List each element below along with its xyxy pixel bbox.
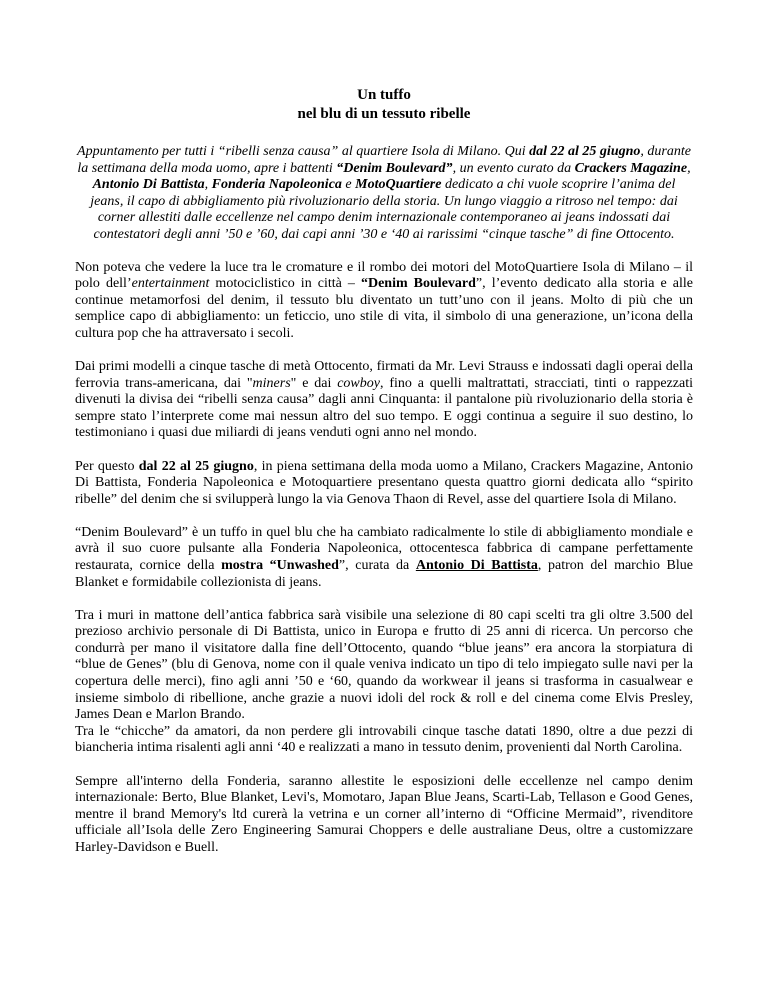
lead-text: , un evento curato da: [452, 160, 575, 176]
lead-text: dedicato a chi vuole scoprire l’anima del jeans, il capo di abbigliamento più rivoluzionario della storia. Un lungo viaggio a ritroso nel tempo: dai corner allestiti dalle eccellenze nel campo denim internazionale contemporaneo ai jeans indossati dai contestatori degli anni ’50 e ’60, dai capi anni ’30 e ‘40 ai rarissimi “cinque tasche” di fine Ottocento.: [90, 177, 678, 242]
body-text: Sempre all'interno della Fonderia, saranno allestite le esposizioni delle eccellenze nel campo denim internazionale: Berto, Blue Blanket, Levi's, Momotaro, Japan Blue Jeans, Scarti-Lab, Tellason e Good Genes, mentre il brand Memory's ltd curerà la vetrina e un corner all’interno di “Officine Mermaid”, rivenditore ufficiale all’Isola delle Zero Engineering Samurai Choppers e delle australiane Deus, oltre a customizzare Harley-Davidson e Buell.: [75, 773, 693, 855]
body-text: ”, curata da: [338, 557, 416, 573]
lead-text: Appuntamento per tutti i “ribelli senza causa” al quartiere Isola di Milano. Qui: [77, 144, 530, 159]
lead-event-name: “Denim Boulevard”: [336, 160, 453, 176]
body-text: Tra le “chicche” da amatori, da non perdere gli introvabili cinque tasche datati 1890, oltre a due pezzi di biancheria intima risalenti agli anni ‘40 e realizzati a mano in tessuto denim, provenienti dal North Carolina.: [75, 723, 693, 756]
lead-text: , durante la settimana della moda uomo, apre i battenti: [77, 144, 691, 176]
body-text: Per questo: [75, 458, 139, 474]
body-italic: miners: [252, 375, 291, 391]
body-text: , patron del marchio Blue Blanket e formidabile collezionista di jeans.: [75, 557, 693, 590]
body-paragraph-6: [75, 724, 693, 757]
lead-organizer: Crackers Magazine: [574, 160, 688, 176]
body-bold: mostra “Unwashed: [221, 557, 339, 573]
body-paragraph-7: [75, 774, 693, 857]
lead-text: ,: [204, 177, 212, 193]
lead-text: ,: [687, 160, 691, 176]
body-paragraph-3: [75, 459, 693, 509]
body-paragraph-5: [75, 608, 693, 724]
body-text: , in piena settimana della moda uomo a Milano, Crackers Magazine, Antonio Di Battista, Fonderia Napoleonica e Motoquartiere presentano questa quattro giorni dedicata allo “spirito ribelle” del denim che si svilupperà lungo la via Genova Thaon di Revel, asse del quartiere Isola di Milano.: [75, 458, 694, 507]
article-title: [75, 86, 693, 124]
curator-name: Antonio Di Battista: [415, 557, 538, 573]
body-text: Non poteva che vedere la luce tra le cromature e il rombo dei motori del MotoQuartiere Isola di Milano – il polo dell’: [75, 259, 693, 292]
body-bold: dal 22 al 25 giugno: [138, 458, 254, 474]
lead-organizer: Fonderia Napoleonica: [211, 177, 342, 193]
body-italic: cowboy: [337, 375, 380, 391]
body-paragraph-2: [75, 359, 693, 442]
body-text: " e dai: [290, 375, 338, 391]
lead-dates: dal 22 al 25 giugno: [529, 144, 641, 159]
body-text: motociclistico in città –: [209, 276, 361, 292]
body-paragraph-1: [75, 260, 693, 343]
lead-organizer: Antonio Di Battista: [92, 177, 205, 193]
body-italic: entertainment: [131, 276, 210, 292]
body-text: ”, l’evento dedicato alla storia e alle continue metamorfosi del denim, il tessuto blu diventato un tutt’uno con il jeans. Molto di più che un semplice capo di abbigliamento: un feticcio, uno stile di vita, il simbolo di una generazione, un’icona della cultura pop che ha attraversato i secoli.: [75, 276, 693, 341]
lead-organizer: MotoQuartiere: [355, 177, 442, 193]
body-paragraph-4: [75, 525, 693, 591]
body-text: , fino a quelli maltrattati, stracciati, tinti o rappezzati divenuti la divisa dei “ribelli senza causa” dagli anni Cinquanta: il pantalone più rivoluzionario della storia è sempre stato l’interprete come mai nessun altro del suo tempo. E oggi continua a seguire il suo destino, lo testimoniano i quasi due miliardi di jeans venduti ogni anno nel mondo.: [75, 375, 693, 441]
lead-text: e: [341, 177, 356, 193]
lead-paragraph: [75, 144, 693, 244]
body-text: “Denim Boulevard” è un tuffo in quel blu che ha cambiato radicalmente lo stile di abbigliamento mondiale e avrà il suo cuore pulsante alla Fonderia Napoleonica, ottocentesca fabbrica di campane perfettamente restaurata, cornice della: [75, 524, 693, 573]
body-bold: “Denim Boulevard: [360, 276, 476, 292]
body-text: Dai primi modelli a cinque tasche di metà Ottocento, firmati da Mr. Levi Strauss e indossati dagli operai della ferrovia trans-americana, dai ": [75, 359, 693, 391]
title-line-2: nel blu di un tessuto ribelle: [297, 106, 471, 122]
body-text: Tra i muri in mattone dell’antica fabbrica sarà visibile una selezione di 80 capi scelti tra gli oltre 3.500 del prezioso archivio personale di Di Battista, unico in Europa e frutto di 25 anni di ricerca. Un percorso che condurrà per mano il visitatore dalla fine dell’Ottocento, quando “blue jeans” era ancora la storpiatura di “blue de Genes” (blu di Genova, nome con il quale veniva indicato un tipo di telo impiegato sulle navi per la copertura delle merci), fino agli anni ’50 e ‘60, quando da workwear il jeans si trasforma in casualwear e insieme simbolo di ribellione, anche grazie a nuovi idoli del rock & roll e del cinema come Elvis Presley, James Dean e Marlon Brando.: [75, 607, 693, 723]
title-line-1: Un tuffo: [357, 87, 411, 103]
